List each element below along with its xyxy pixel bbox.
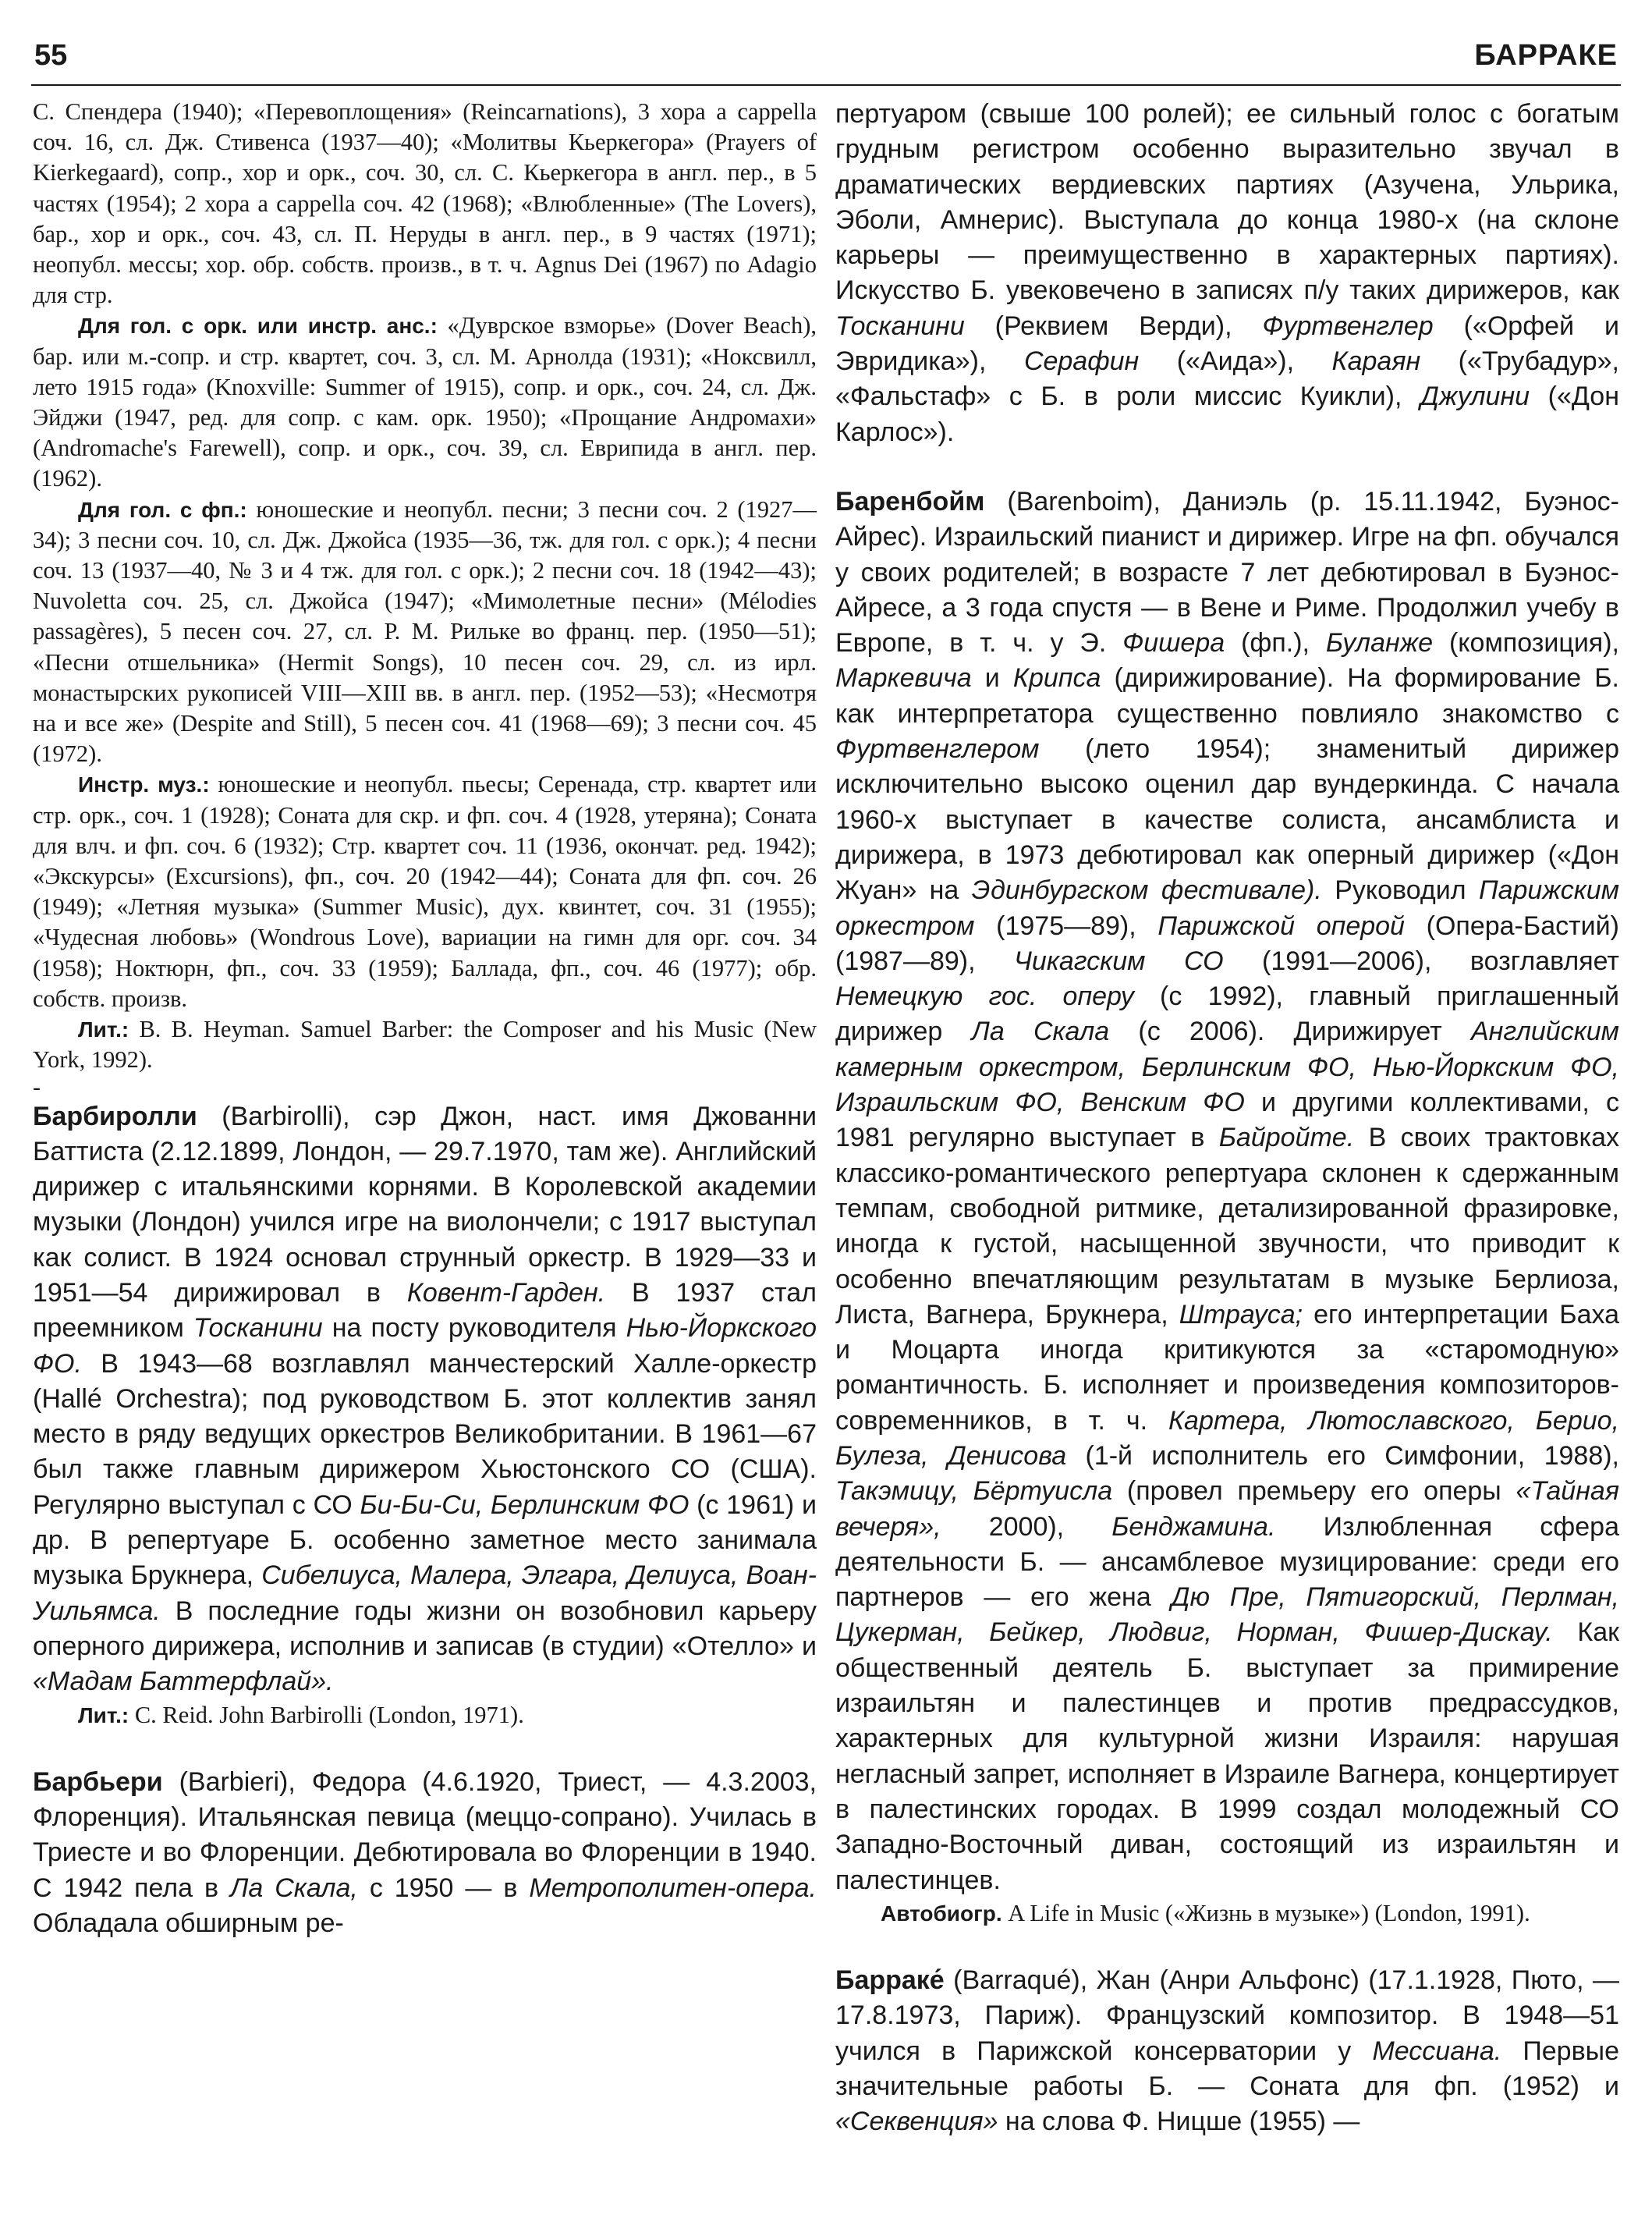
section-label: Для гол. с орк. или инстр. анс.: [78, 314, 438, 339]
barenboim-autobiography: Автобиогр. A Life in Music («Жизнь в музыке») (London, 1991). [881, 1899, 1530, 1926]
left-column [31, 97, 817, 2140]
barrake-body: Барраке́ (Barraqué), Жан (Анри Альфонс) (17.1.1928, Пюто, — 17.8.1973, Париж). Французский композитор. В 1948—51 учился в Парижской консерватории у Мессиана. Первые значительные работы Б. — Соната для фп. (1952) и «Секвенция» на слова Ф. Ницше (1955) — [835, 1965, 1619, 2137]
barbirolli-literature-block [33, 1700, 817, 1731]
section-label: Автобиогр. [881, 1901, 1002, 1926]
headword: Барбиролли [33, 1101, 197, 1131]
entry-barbieri [33, 1765, 817, 1941]
page-number: 55 [34, 39, 68, 72]
barbirolli-literature: Лит.: C. Reid. John Barbirolli (London, 1971). [78, 1701, 524, 1728]
separator-dash: - [33, 1074, 41, 1100]
section-label: Лит.: [78, 1702, 129, 1727]
headword: Баренбойм [835, 486, 985, 517]
entry-barenboim [835, 485, 1619, 1898]
barenboim-autobio-block [835, 1898, 1619, 1929]
section-label: Лит.: [78, 1017, 129, 1042]
entry-barbieri-continuation [835, 97, 1619, 450]
right-column [835, 97, 1621, 2140]
barbieri-body-cont: пертуаром (свыше 100 ролей); ее сильный голос с богатым грудным регистром особенно выразительно звучал в драматических вердиевских партиях (Азучена, Ульрика, Эболи, Амнерис). Выступала до конца 1980-х (на склоне карьеры — преимущественно в характерных партиях). Искусство Б. увековечено в записях п/у таких дирижеров, как Тосканини (Реквием Верди), Фуртвенглер («Орфей и Эвридика»), Серафин («Аида»), Караян («Трубадур», «Фальстаф» с Б. в роли миссис Куикли), Джулини («Дон Карлос»). [835, 99, 1619, 447]
entry-barrake [835, 1963, 1619, 2139]
section-label: Инстр. муз.: [78, 772, 210, 797]
entry-barbirolli [33, 1099, 817, 1700]
headword: Барраке́ [835, 1965, 945, 1996]
barber-works-choral: С. Спендера (1940); «Перевоплощения» (Reincarnations), 3 хора a cappella соч. 16, сл. Дж. Стивенса (1937—40); «Молитвы Кьеркегора» (Prayers of Kierkegaard), сопр., хор и орк., соч. 30, сл. С. Кьеркегора в англ. пер., в 5 частях (1954); 2 хора a cappella соч. 42 (1968); «Влюбленные» (The Lovers), бар., хор и орк., соч. 43, сл. П. Неруды в англ. пер., в 9 частях (1971); неопубл. мессы; хор. обр. собств. произв., в т. ч. Agnus Dei (1967) по Adagio для стр. [33, 98, 817, 309]
section-label: Для гол. с фп.: [78, 497, 247, 522]
barbirolli-body: Барбиролли (Barbirolli), сэр Джон, наст. имя Джованни Баттиста (2.12.1899, Лондон, — 29.7.1970, там же). Английский дирижер с итальянскими корнями. В Королевской академии музыки (Лондон) учился игре на виолончели; с 1917 выступал как солист. В 1924 основал струнный оркестр. В 1929—33 и 1951—54 дирижировал в Ковент-Гарден. В 1937 стал преемником Тосканини на посту руководителя Нью-Йоркского ФО. В 1943—68 возглавлял манчестерский Халле-оркестр (Hallé Orchestra); под руководством Б. этот коллектив занял место в ряду ведущих оркестров Великобритании. В 1961—67 был также главным дирижером Хьюстонского СО (США). Регулярно выступал с СО Би-Би-Си, Берлинским ФО (с 1961) и др. В репертуаре Б. особенно заметное место занимала музыка Брукнера, Сибелиуса, Малера, Элгара, Делиуса, Воан-Уильямса. В последние годы жизни он возобновил карьеру оперного дирижера, исполнив и записав (в студии) «Отелло» и «Мадам Баттерфлай». [33, 1101, 817, 1697]
barber-works-instrumental: Инстр. муз.: юношеские и неопубл. пьесы; Серенада, стр. квартет или стр. орк., соч. 1 (1928); Соната для скр. и фп. соч. 4 (1928, утеряна); Соната для влч. и фп. соч. 6 (1932); Стр. квартет соч. 11 (1936, окончат. ред. 1942); «Экскурсы» (Excursions), фп., соч. 20 (1942—44); Соната для фп. соч. 26 (1949); «Летняя музыка» (Summer Music), дух. квинтет, соч. 31 (1955); «Чудесная любовь» (Wondrous Love), вариации на гимн для орг. соч. 34 (1958); Ноктюрн, фп., соч. 33 (1959); Баллада, фп., соч. 46 (1977); обр. собств. произв. [33, 771, 817, 1012]
headword: Барбьери [33, 1766, 163, 1797]
entry-barber-continuation [33, 97, 817, 1076]
barber-works-voice-piano: Для гол. с фп.: юношеские и неопубл. песни; 3 песни соч. 2 (1927—34); 3 песни соч. 10, сл. Дж. Джойса (1935—36, тж. для гол. с орк.); 4 песни соч. 13 (1937—40, № 3 и 4 тж. для гол. с орк.); 2 песни соч. 18 (1942—43); Nuvoletta соч. 25, сл. Джойса (1947); «Мимолетные песни» (Mélodies passagères), 5 песен соч. 27, сл. Р. М. Рильке во франц. пер. (1950—51); «Песни отшельника» (Hermit Songs), 10 песен соч. 29, сл. из ирл. монастырских рукописей VIII—XIII вв. в англ. пер. (1952—53); «Несмотря на и все же» (Despite and Still), 5 песен соч. 41 (1968—69); 3 песни соч. 45 (1972). [33, 495, 817, 768]
barbieri-body: Барбьери (Barbieri), Федора (4.6.1920, Триест, — 4.3.2003, Флоренция). Итальянская певица (меццо-сопрано). Училась в Триесте и во Флоренции. Дебютировала во Флоренции в 1940. С 1942 пела в Ла Скала, с 1950 — в Метрополитен-опера. Обладала обширным ре- [33, 1766, 817, 1938]
barber-literature: Лит.: B. B. Heyman. Samuel Barber: the Composer and his Music (New York, 1992). [33, 1016, 817, 1074]
barenboim-body: Баренбойм (Barenboim), Даниэль (р. 15.11.1942, Буэнос-Айрес). Израильский пианист и дирижер. Игре на фп. обучался у своих родителей; в возрасте 7 лет дебютировал в Буэнос-Айресе, а 3 года спустя — в Вене и Риме. Продолжил учебу в Европе, в т. ч. у Э. Фишера (фп.), Буланже (композиция), Маркевича и Крипса (дирижирование). На формирование Б. как интерпретатора существенно повлияло знакомство с Фуртвенглером (лето 1954); знаменитый дирижер исключительно высоко оценил дар вундеркинда. С начала 1960-х выступает в качестве солиста, ансамблиста и дирижера, в 1973 дебютировал как оперный дирижер («Дон Жуан» на Эдинбургском фестивале). Руководил Парижским оркестром (1975—89), Парижской оперой (Опера-Бастий) (1987—89), Чикагским СО (1991—2006), возглавляет Немецкую гос. оперу (с 1992), главный приглашенный дирижер Ла Скала (с 2006). Дирижирует Английским камерным оркестром, Берлинским ФО, Нью-Йоркским ФО, Израильским ФО, Венским ФО и другими коллективами, с 1981 регулярно выступает в Байройте. В своих трактовках классико-романтического репертуара склонен к сдержанным темпам, свободной ритмике, детализированной фразировке, иногда к густой, насыщенной звучности, что приводит к особенно впечатляющим результатам в музыке Берлиоза, Листа, Вагнера, Брукнера, Штрауса; его интерпретации Баха и Моцарта иногда критикуются за «старомодную» романтичность. Б. исполняет и произведения композиторов-современников, в т. ч. Картера, Лютославского, Берио, Булеза, Денисова (1-й исполнитель его Симфонии, 1988), Такэмицу, Бёртуисла (провел премьеру его оперы «Тайная вечеря», 2000), Бенджамина. Излюбленная сфера деятельности Б. — ансамблевое музицирование: среди его партнеров — его жена Дю Пре, Пятигорский, Перлман, Цукерман, Бейкер, Людвиг, Норман, Фишер-Дискау. Как общественный деятель Б. выступает за примирение израильтян и палестинцев и против предрассудков, характерных для культурной жизни Израиля: нарушая негласный запрет, исполняет в Израиле Вагнера, концертирует в палестинских городах. В 1999 создал молодежный СО Западно-Восточный диван, состоящий из израильтян и палестинцев. [835, 486, 1620, 1895]
text-columns [31, 97, 1621, 2140]
barber-works-voice-orch: Для гол. с орк. или инстр. анс.: «Дуврское взморье» (Dover Beach), бар. или м.-сопр. и стр. квартет, соч. 3, сл. М. Арнолда (1931); «Ноксвилл, лето 1915 года» (Knoxville: Summer of 1915), сопр. и орк., соч. 24, сл. Дж. Эйджи (1947, ред. для сопр. с кам. орк. 1950); «Прощание Андромахи» (Andromache's Farewell), сопр. и орк., соч. 39, сл. Еврипида в англ. пер. (1962). [33, 312, 817, 492]
running-head: БАРРАКЕ [1474, 39, 1618, 72]
page-header [31, 39, 1621, 86]
